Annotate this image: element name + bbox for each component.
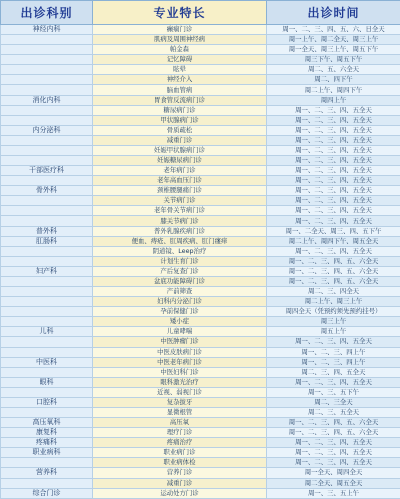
time-cell: 周二上午、周四下午、周五全天: [267, 236, 400, 246]
table-row: [1, 145, 400, 155]
time-cell: 周一、二、三、四、五全天: [267, 176, 400, 186]
table-row: [1, 105, 400, 115]
specialty-cell: 儿童哮喘: [93, 327, 267, 337]
table-row: [1, 287, 400, 297]
time-cell: 周一、二、三、四上午: [267, 357, 400, 367]
table-row: [1, 266, 400, 276]
time-cell: 周四全天（凭预约须先预约挂号）: [267, 307, 400, 317]
specialty-cell: 近视、弱视门诊: [93, 387, 267, 397]
specialty-cell: 骨质疏松: [93, 125, 267, 135]
header-specialty: 专业特长: [93, 1, 267, 25]
table-row: [1, 25, 400, 35]
dept-cell: 儿科: [1, 327, 93, 337]
specialty-cell: 中医老年病门诊: [93, 357, 267, 367]
dept-cell: 妇产科: [1, 266, 93, 276]
table-row: [1, 357, 400, 367]
dept-cell: 综合门诊: [1, 488, 93, 498]
dept-cell: [1, 55, 93, 65]
table-row: [1, 428, 400, 438]
dept-cell: [1, 287, 93, 297]
specialty-cell: 矮小症: [93, 317, 267, 327]
specialty-cell: 阴道镜、Leep治疗: [93, 246, 267, 256]
table-row: [1, 327, 400, 337]
time-cell: 周一、二、三、四、五全天: [267, 337, 400, 347]
specialty-cell: 复杂拔牙: [93, 397, 267, 407]
specialty-cell: 脑血管病: [93, 85, 267, 95]
table-row: [1, 176, 400, 186]
table-row: [1, 115, 400, 125]
dept-cell: [1, 317, 93, 327]
dept-cell: 眼科: [1, 377, 93, 387]
time-cell: 周一、二、三、四上午: [267, 347, 400, 357]
dept-cell: [1, 85, 93, 95]
table-header: [1, 1, 400, 25]
dept-cell: 康复科: [1, 428, 93, 438]
time-cell: 周一、三、五下午: [267, 387, 400, 397]
dept-cell: [1, 246, 93, 256]
time-cell: 周三下午、周五下午: [267, 55, 400, 65]
dept-cell: [1, 176, 93, 186]
table-row: [1, 488, 400, 498]
time-cell: 周一、二、三、四、五、六全天: [267, 418, 400, 428]
time-cell: 周一、二、三、四、五全天: [267, 125, 400, 135]
dept-cell: 消化内科: [1, 95, 93, 105]
specialty-cell: 甲状腺病门诊: [93, 115, 267, 125]
dept-cell: [1, 297, 93, 307]
time-cell: 周一全天、周三上午、周五下午: [267, 45, 400, 55]
specialty-cell: 产前筛查: [93, 287, 267, 297]
dept-cell: 干部医疗科: [1, 166, 93, 176]
specialty-cell: 高压氧: [93, 418, 267, 428]
specialty-cell: 神经介入: [93, 75, 267, 85]
specialty-cell: 眩晕: [93, 65, 267, 75]
time-cell: 周一、二、三、四、五全天: [267, 196, 400, 206]
specialty-cell: 减重门诊: [93, 135, 267, 145]
time-cell: 周一全天、周四全天: [267, 468, 400, 478]
time-cell: 周一上午、周二全天、周三上午: [267, 35, 400, 45]
specialty-cell: 中医肿瘤门诊: [93, 337, 267, 347]
time-cell: 周一、二、三、四、五、六全天: [267, 256, 400, 266]
dept-cell: [1, 65, 93, 75]
table-row: [1, 186, 400, 196]
dept-cell: [1, 105, 93, 115]
specialty-cell: 显微根管: [93, 407, 267, 417]
time-cell: 周二、三全天: [267, 397, 400, 407]
specialty-cell: 职业病体检: [93, 458, 267, 468]
dept-cell: [1, 337, 93, 347]
time-cell: 周一、二、三、四、五全天: [267, 438, 400, 448]
specialty-cell: 糖尿病门诊: [93, 105, 267, 115]
time-cell: 周四上午: [267, 95, 400, 105]
dept-cell: [1, 256, 93, 266]
time-cell: 周一、二全天、周三、四、五下午: [267, 226, 400, 236]
dept-cell: [1, 407, 93, 417]
time-cell: 周一、二、三、四、五全天: [267, 186, 400, 196]
specialty-cell: 妊娠甲状腺病门诊: [93, 145, 267, 155]
time-cell: 周五上午: [267, 327, 400, 337]
table-row: [1, 438, 400, 448]
specialty-cell: 帕金森: [93, 45, 267, 55]
dept-cell: [1, 196, 93, 206]
specialty-cell: 产后复查门诊: [93, 266, 267, 276]
time-cell: 周二、五、六全天: [267, 65, 400, 75]
dept-cell: [1, 458, 93, 468]
time-cell: 周一、二、三、四、五、六全天: [267, 276, 400, 286]
dept-cell: 内分泌科: [1, 125, 93, 135]
dept-cell: 肛肠科: [1, 236, 93, 246]
specialty-cell: 妇科内分泌门诊: [93, 297, 267, 307]
time-cell: 周一、二、三、四、五全天: [267, 105, 400, 115]
specialty-cell: 肌病及周围神经病: [93, 35, 267, 45]
specialty-cell: 普外乳腺疾病门诊: [93, 226, 267, 236]
dept-cell: 职业病科: [1, 448, 93, 458]
table-row: [1, 85, 400, 95]
dept-cell: [1, 135, 93, 145]
time-cell: 周一、二、三、四、五、六、日全天: [267, 25, 400, 35]
table-row: [1, 166, 400, 176]
specialty-cell: 胃食管反流病门诊: [93, 95, 267, 105]
time-cell: 周一、二、三、四、五全天: [267, 166, 400, 176]
time-cell: 周一、二、三、四、五全天: [267, 206, 400, 216]
dept-cell: [1, 307, 93, 317]
table-row: [1, 337, 400, 347]
time-cell: 周二全天、周五全天: [267, 478, 400, 488]
specialty-cell: 营养门诊: [93, 468, 267, 478]
table-row: [1, 156, 400, 166]
dept-cell: [1, 115, 93, 125]
table-row: [1, 478, 400, 488]
dept-cell: 神经内科: [1, 25, 93, 35]
table-row: [1, 125, 400, 135]
specialty-cell: 计划生育门诊: [93, 256, 267, 266]
specialty-cell: 运动处方门诊: [93, 488, 267, 498]
time-cell: 周二、三、五全天: [267, 407, 400, 417]
table-row: [1, 377, 400, 387]
table-row: [1, 226, 400, 236]
specialty-cell: 记忆障碍: [93, 55, 267, 65]
table-row: [1, 297, 400, 307]
table-row: [1, 458, 400, 468]
table-row: [1, 236, 400, 246]
dept-cell: 疼痛科: [1, 438, 93, 448]
dept-cell: [1, 145, 93, 155]
table-body: [1, 25, 400, 499]
specialty-cell: 膝关节病门诊: [93, 216, 267, 226]
specialty-cell: 盆底功能障碍门诊: [93, 276, 267, 286]
time-cell: 周一、二、三、四、五全天: [267, 448, 400, 458]
specialty-cell: 疼痛治疗: [93, 438, 267, 448]
dept-cell: [1, 367, 93, 377]
dept-cell: 骨外科: [1, 186, 93, 196]
time-cell: 周二、四下午: [267, 75, 400, 85]
specialty-cell: 眼科激光治疗: [93, 377, 267, 387]
table-row: [1, 448, 400, 458]
table-row: [1, 276, 400, 286]
time-cell: 周一、三、五上午: [267, 488, 400, 498]
header-dept: 出诊科别: [1, 1, 93, 25]
time-cell: 周二上午、周四下午: [267, 85, 400, 95]
table-row: [1, 468, 400, 478]
time-cell: 周一、二、三、四、五、六全天: [267, 266, 400, 276]
specialty-cell: 老年骨关节病门诊: [93, 206, 267, 216]
specialty-cell: 理疗门诊: [93, 428, 267, 438]
specialty-cell: 中医皮肤病门诊: [93, 347, 267, 357]
dept-cell: 普外科: [1, 226, 93, 236]
dept-cell: 高压氧科: [1, 418, 93, 428]
table-row: [1, 367, 400, 377]
table-row: [1, 45, 400, 55]
table-row: [1, 206, 400, 216]
specialty-cell: 妊娠糖尿病门诊: [93, 156, 267, 166]
specialty-cell: 癫痫门诊: [93, 25, 267, 35]
time-cell: 周一、二、三、四、五全天: [267, 145, 400, 155]
specialty-cell: 老年病门诊: [93, 166, 267, 176]
table-row: [1, 65, 400, 75]
dept-cell: [1, 156, 93, 166]
time-cell: 周一、二、三、四、五全天: [267, 458, 400, 468]
header-time: 出诊时间: [267, 1, 400, 25]
specialty-cell: 便血、痔疮、肛周疾病、肛门瘙痒: [93, 236, 267, 246]
table-row: [1, 95, 400, 105]
dept-cell: 营养科: [1, 468, 93, 478]
time-cell: 周二、三、四、五全天: [267, 367, 400, 377]
specialty-cell: 老年高血压门诊: [93, 176, 267, 186]
dept-cell: [1, 387, 93, 397]
table-row: [1, 317, 400, 327]
dept-cell: [1, 35, 93, 45]
specialty-cell: 关节病门诊: [93, 196, 267, 206]
time-cell: 周一、二、三、四、五全天: [267, 156, 400, 166]
time-cell: 周一、二、三、四、五全天: [267, 246, 400, 256]
time-cell: 周一、二、三、四、五全天: [267, 115, 400, 125]
table-row: [1, 55, 400, 65]
table-row: [1, 135, 400, 145]
dept-cell: [1, 45, 93, 55]
specialty-cell: 中医妇科门诊: [93, 367, 267, 377]
time-cell: 周一、二、三、四、五全天: [267, 377, 400, 387]
dept-cell: [1, 276, 93, 286]
table-row: [1, 407, 400, 417]
dept-cell: [1, 75, 93, 85]
dept-cell: [1, 206, 93, 216]
table-row: [1, 196, 400, 206]
dept-cell: [1, 216, 93, 226]
table-row: [1, 75, 400, 85]
dept-cell: 口腔科: [1, 397, 93, 407]
specialty-cell: 职业病门诊: [93, 448, 267, 458]
table-row: [1, 307, 400, 317]
time-cell: 周二、三、四全天: [267, 287, 400, 297]
specialty-cell: 颈椎腰腿痛门诊: [93, 186, 267, 196]
time-cell: 周二上午、周三上午: [267, 297, 400, 307]
table-row: [1, 216, 400, 226]
dept-cell: [1, 478, 93, 488]
dept-cell: 中医科: [1, 357, 93, 367]
time-cell: 周三上午: [267, 317, 400, 327]
table-row: [1, 256, 400, 266]
table-row: [1, 418, 400, 428]
table-row: [1, 35, 400, 45]
table-row: [1, 387, 400, 397]
table-row: [1, 347, 400, 357]
time-cell: 周一、二、三、四、五、六全天: [267, 428, 400, 438]
dept-cell: [1, 347, 93, 357]
specialty-cell: 减重门诊: [93, 478, 267, 488]
time-cell: 周一、二、三、四、五全天: [267, 216, 400, 226]
specialty-cell: 孕前保健门诊: [93, 307, 267, 317]
table-row: [1, 246, 400, 256]
time-cell: 周一、二、三、四、五全天: [267, 135, 400, 145]
